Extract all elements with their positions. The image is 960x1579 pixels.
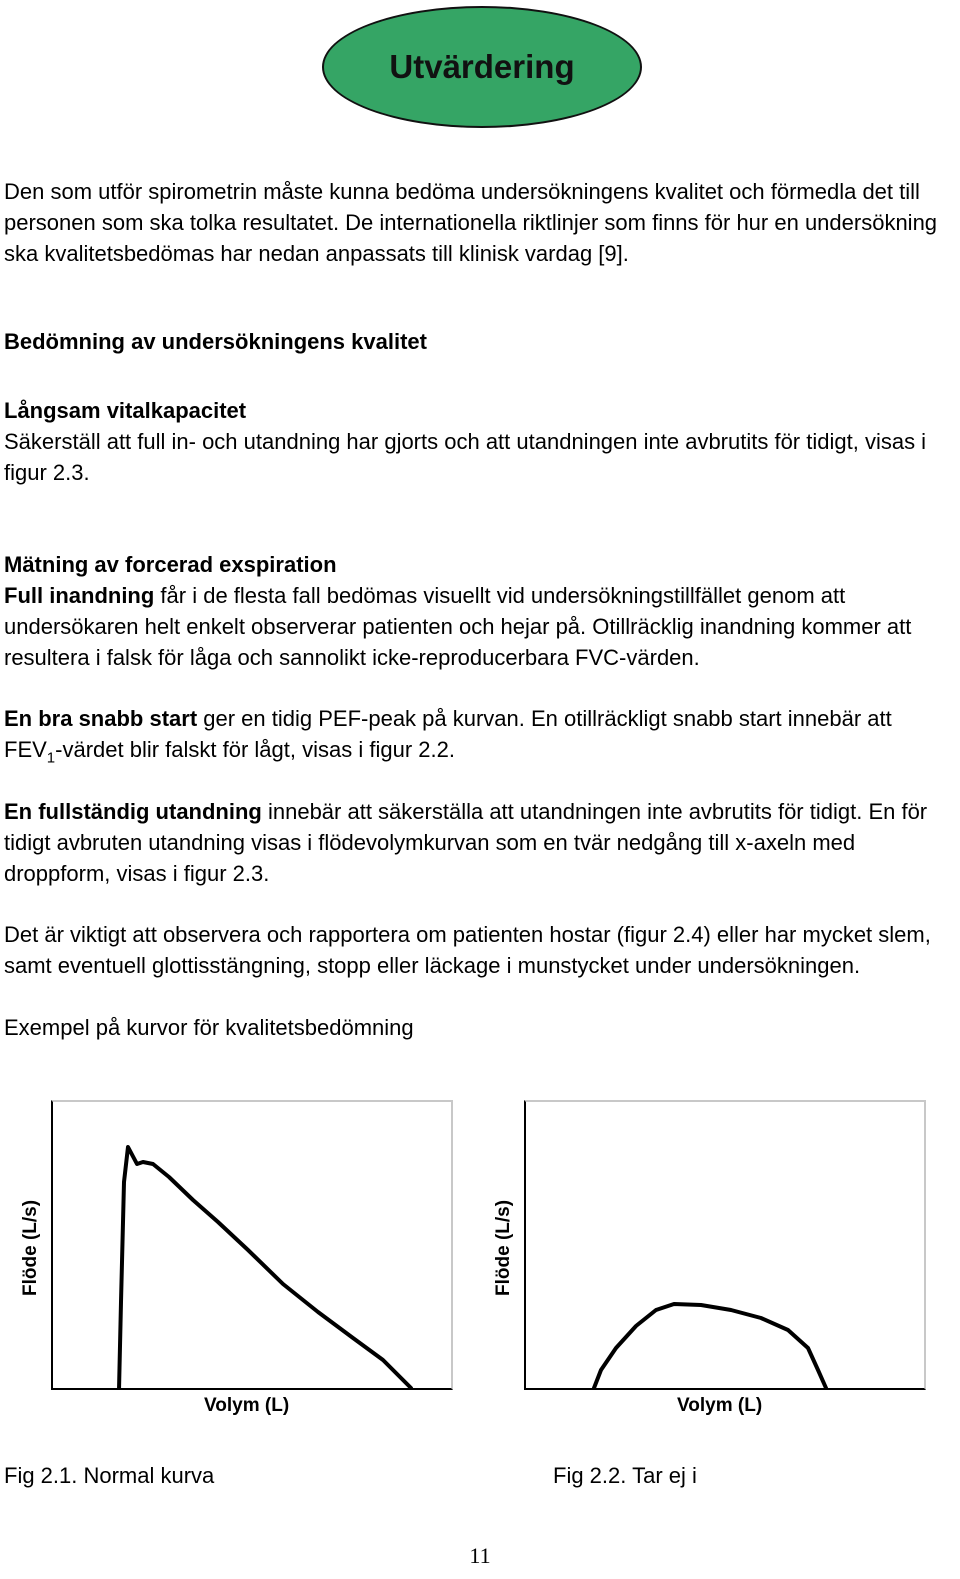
figure-2-xlabel: Volym (L): [677, 1395, 763, 1416]
fast-start-text-a: ger en tidig PEF-peak på kurvan. En otillräckligt snabb start innebär att FEV: [4, 706, 892, 762]
full-exhalation-term: En fullständig utandning: [4, 799, 262, 824]
normal-flow-volume-curve: [119, 1147, 411, 1390]
examples-line: Exempel på kurvor för kvalitetsbedömning: [4, 1015, 414, 1040]
title-badge: [322, 6, 642, 128]
figure-1-caption: Fig 2.1. Normal kurva: [4, 1463, 215, 1488]
slow-vc-text: Säkerställ att full in- och utandning har gjorts och att utandningen inte avbrutits för tidigt, visas i figur 2.3.: [4, 429, 927, 485]
page-title: Utvärdering: [389, 48, 575, 85]
figure-2-ylabel: Flöde (L/s): [493, 1199, 514, 1296]
forced-heading: Mätning av forcerad exspiration: [4, 552, 337, 577]
intro-paragraph: Den som utför spirometrin måste kunna bedöma undersökningens kvalitet och förmedla det till personen som ska tolka resultatet. De internationella riktlinjer som finns för hur en undersökning ska kvalitetsbedömas har nedan anpassats till klinisk vardag [9].: [4, 179, 938, 266]
figure-normal-curve-plot: [51, 1100, 453, 1390]
fev-subscript: 1: [46, 749, 56, 767]
figure-1-ylabel: Flöde (L/s): [20, 1199, 41, 1296]
figure-2-caption: Fig 2.2. Tar ej i: [553, 1463, 697, 1488]
figure-1-xlabel: Volym (L): [204, 1395, 290, 1416]
section-heading: Bedömning av undersökningens kvalitet: [4, 329, 427, 354]
slow-start-flow-volume-curve: [594, 1304, 826, 1388]
slow-vc-heading: Långsam vitalkapacitet: [4, 398, 247, 423]
normal-curve-svg: [53, 1102, 453, 1390]
full-inhalation-text: får i de flesta fall bedömas visuellt vid undersökningstillfället genom att undersökaren helt enkelt observerar patienten och hejar på. Otillräcklig inandning kommer att resultera i falsk för låga och sannolikt icke-reproducerbara FVC-värden.: [4, 583, 912, 670]
full-exhalation-paragraph: [4, 796, 954, 889]
slow-start-curve-svg: [526, 1102, 926, 1390]
full-exhalation-text: innebär att säkerställa att utandningen inte avbrutits för tidigt. En för tidigt avbruten utandning visas i flödevolymkurvan som en tvär nedgång till x-axeln med droppform, visas i figur 2.3.: [4, 799, 928, 886]
full-inhalation-term: Full inandning: [4, 583, 155, 608]
full-inhalation-paragraph: [4, 580, 954, 673]
fast-start-paragraph: [4, 703, 954, 765]
fast-start-text-b: -värdet blir falskt för lågt, visas i figur 2.2.: [55, 737, 455, 762]
figure-slow-start-plot: [524, 1100, 926, 1390]
fast-start-term: En bra snabb start: [4, 706, 198, 731]
observe-paragraph: Det är viktigt att observera och rapportera om patienten hostar (figur 2.4) eller har mycket slem, samt eventuell glottisstängning, stopp eller läckage i munstycket under undersökningen.: [4, 922, 931, 978]
page-number: 11: [469, 1543, 491, 1568]
